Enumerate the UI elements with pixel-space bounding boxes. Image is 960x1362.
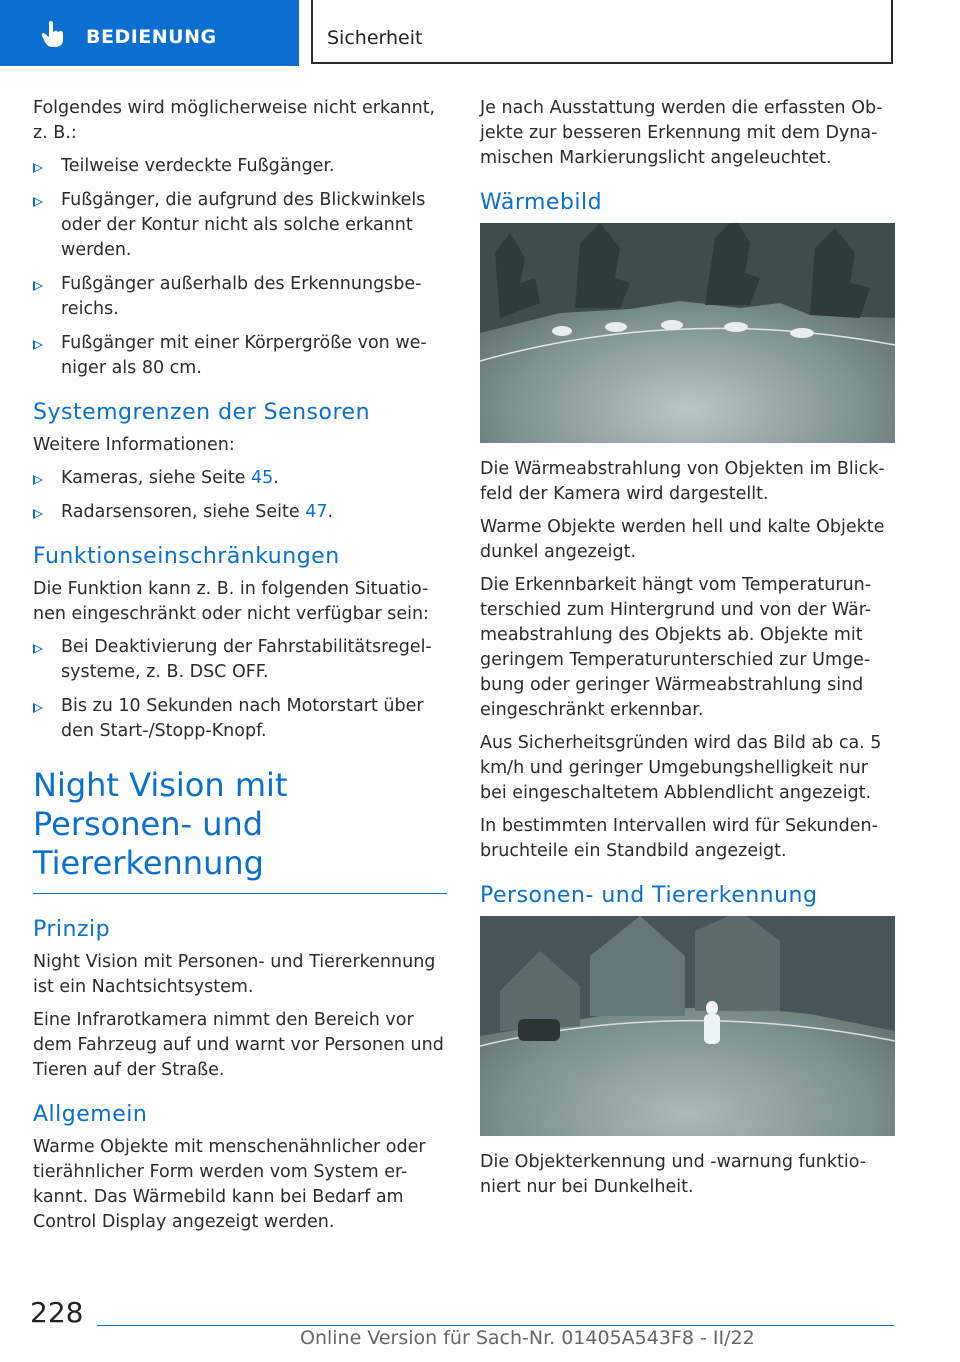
function-limits-list: [33, 635, 447, 744]
list-item: Fußgänger außerhalb des Erkennungsbe-reichs.: [33, 272, 447, 322]
section-tab-label: BEDIENUNG: [86, 26, 217, 48]
thermal-text-5: In bestimmten Intervallen wird für Sekunden-bruchteile ein Standbild angezeigt.: [480, 816, 878, 861]
section-title: Sicherheit: [327, 27, 423, 49]
list-item: Kameras, siehe Seite 45.: [33, 466, 447, 491]
page-link-47[interactable]: 47: [305, 502, 328, 522]
sensor-intro: Weitere Informationen:: [33, 435, 235, 455]
bullet-triangle-icon: [33, 475, 43, 485]
thermal-image-heading: Wärmebild: [480, 190, 603, 215]
thermal-image-animals: [480, 223, 895, 443]
page-number: 228: [30, 1296, 84, 1329]
list-item: Radarsensoren, siehe Seite 47.: [33, 500, 447, 525]
bullet-triangle-icon: [33, 163, 43, 173]
sensor-limits-heading: Systemgrenzen der Sensoren: [33, 400, 371, 425]
thermal-text-3: Die Erkennbarkeit hängt vom Temperaturun-terschied zum Hintergrund und von der Wär-meabstrahlung des Objekts ab. Objekte mit geringem Temperaturunterschied zur Umge-bung oder geringer Wärmeabstrahlung sind eingeschränkt erkennbar.: [480, 575, 872, 720]
detection-text: Die Objekterkennung und -warnung funktio-niert nur bei Dunkelheit.: [480, 1152, 867, 1197]
left-column: [33, 96, 447, 1243]
section-title-box: [311, 0, 893, 64]
principle-text-1: Night Vision mit Personen- und Tiererkennung ist ein Nachtsichtsystem.: [33, 952, 436, 997]
chapter-heading: Night Vision mit Personen- und Tiererkennung: [33, 766, 447, 894]
highlight-text: Je nach Ausstattung werden die erfassten Ob-jekte zur besseren Erkennung mit dem Dyna-mischen Markierungslicht angeleuchtet.: [480, 98, 883, 168]
principle-text-2: Eine Infrarotkamera nimmt den Bereich vor dem Fahrzeug auf und warnt vor Personen und Tieren auf der Straße.: [33, 1010, 444, 1080]
list-item: Bei Deaktivierung der Fahrstabilitätsregel-systeme, z. B. DSC OFF.: [33, 635, 447, 685]
thermal-image-person: [480, 916, 895, 1136]
bullet-triangle-icon: [33, 703, 43, 713]
list-item: Fußgänger mit einer Körpergröße von we-niger als 80 cm.: [33, 331, 447, 381]
not-detected-list: [33, 154, 447, 381]
bullet-triangle-icon: [33, 644, 43, 654]
function-limits-heading: Funktionseinschränkungen: [33, 544, 340, 569]
thermal-text-4: Aus Sicherheitsgründen wird das Bild ab ca. 5 km/h und geringer Umgebungshelligkeit nur bei eingeschaltetem Abblendlicht angezeigt.: [480, 733, 882, 803]
list-item: Fußgänger, die aufgrund des Blickwinkels oder der Kontur nicht als solche erkannt werden.: [33, 188, 447, 263]
principle-heading: Prinzip: [33, 917, 111, 942]
general-text: Warme Objekte mit menschenähnlicher oder tierähnlicher Form werden vom System er-kannt. Das Wärmebild kann bei Bedarf am Control Display angezeigt werden.: [33, 1137, 426, 1232]
section-tab: [0, 0, 299, 66]
thermal-text-2: Warme Objekte werden hell und kalte Objekte dunkel angezeigt.: [480, 517, 885, 562]
online-version-note: Online Version für Sach-Nr. 01405A543F8 - II/22: [300, 1327, 755, 1349]
function-limits-intro: Die Funktion kann z. B. in folgenden Situatio-nen eingeschränkt oder nicht verfügbar sein:: [33, 579, 429, 624]
bullet-triangle-icon: [33, 509, 43, 519]
right-column: [480, 96, 895, 1208]
bullet-triangle-icon: [33, 197, 43, 207]
intro-text: Folgendes wird möglicherweise nicht erkannt, z. B.:: [33, 98, 436, 143]
page-link-45[interactable]: 45: [250, 468, 274, 488]
thermal-text-1: Die Wärmeabstrahlung von Objekten im Blick-feld der Kamera wird dargestellt.: [480, 459, 885, 504]
list-item: Bis zu 10 Sekunden nach Motorstart über den Start-/Stopp-Knopf.: [33, 694, 447, 744]
list-item: Teilweise verdeckte Fußgänger.: [33, 154, 447, 179]
detection-heading: Personen- und Tiererkennung: [480, 883, 818, 908]
sensor-list: [33, 466, 447, 525]
footer-divider: [97, 1325, 894, 1326]
general-heading: Allgemein: [33, 1102, 148, 1127]
bullet-triangle-icon: [33, 340, 43, 350]
bullet-triangle-icon: [33, 281, 43, 291]
hand-pointer-icon: [40, 20, 66, 48]
